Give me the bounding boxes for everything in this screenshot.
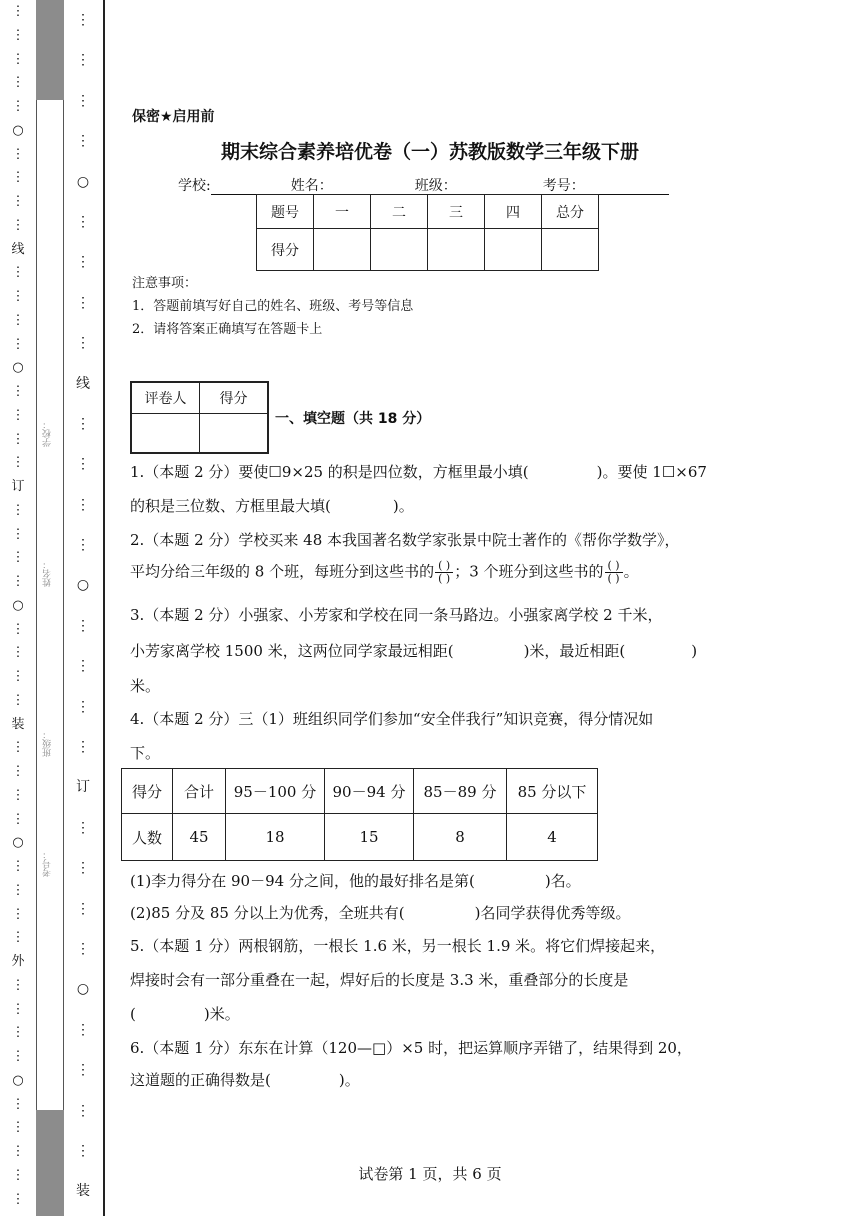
stats-value-cell: 45 xyxy=(173,814,226,861)
q2-line-1: 2.（本题 2 分）学校买来 48 本我国著名数学家张景中院士著作的《帮你学数学》， xyxy=(130,531,680,549)
notes-item: 2．请将答案正确填写在答题卡上 xyxy=(132,322,323,337)
ghost-label-class: 班级： xyxy=(43,730,53,757)
reviewer-header: 评卷人 xyxy=(131,382,200,414)
binding-circle: ○ xyxy=(12,360,24,376)
binding-dots: ⋮ xyxy=(11,146,25,162)
binding-dots: ⋮ xyxy=(11,1144,25,1159)
binding-dots: ⋮ xyxy=(11,550,25,566)
binding-dots: ⋮ xyxy=(11,384,25,399)
q4-text: (1)李力得分在 90－94 分之间，他的最好排名是第( xyxy=(130,872,475,890)
fraction-numerator: ( ) xyxy=(605,560,623,573)
score-header-cell: 四 xyxy=(485,195,542,229)
q1-line-1 xyxy=(130,461,735,482)
ghost-label-number: 考号： xyxy=(43,850,53,877)
q6-text: )。 xyxy=(338,1071,360,1089)
outer-binding-column xyxy=(8,0,28,1211)
info-name-blank[interactable] xyxy=(333,180,415,195)
binding-dots: ⋮ xyxy=(76,819,90,836)
score-header-cell: 一 xyxy=(314,195,371,229)
binding-dots: ⋮ xyxy=(76,537,90,554)
info-school-label: 学校: xyxy=(178,178,211,194)
binding-dots: ⋮ xyxy=(11,1049,25,1064)
binding-dots: ⋮ xyxy=(11,692,25,708)
q1-text: 1.（本题 2 分）要使☐9×25 的积是四位数，方框里最小填( xyxy=(130,463,529,481)
student-info-line xyxy=(178,175,669,195)
q2-text: 。 xyxy=(623,562,639,581)
binding-dots: ⋮ xyxy=(11,645,25,661)
binding-dots: ⋮ xyxy=(11,1096,25,1112)
binding-strip-top xyxy=(36,0,64,100)
binding-dots: ⋮ xyxy=(11,336,25,352)
binding-dots: ⋮ xyxy=(76,1062,90,1079)
info-school-blank[interactable] xyxy=(211,180,291,195)
binding-dots: ⋮ xyxy=(11,431,25,447)
q5-line-3 xyxy=(130,1003,735,1024)
stats-header-cell: 得分 xyxy=(122,769,173,814)
binding-dots: ⋮ xyxy=(76,52,90,69)
info-name-label: 姓名： xyxy=(290,178,333,194)
score-cell[interactable] xyxy=(542,229,599,271)
binding-line xyxy=(103,0,105,1216)
q4-text: )名。 xyxy=(544,872,581,890)
binding-circle: ○ xyxy=(12,122,24,138)
binding-dots: ⋮ xyxy=(76,294,90,311)
reviewer-score-cell[interactable] xyxy=(200,414,269,454)
binding-dots: ⋮ xyxy=(11,621,25,637)
binding-dots: ⋮ xyxy=(11,740,25,756)
binding-dots: ⋮ xyxy=(11,265,25,281)
info-class-blank[interactable] xyxy=(457,180,543,195)
reviewer-table xyxy=(130,381,269,454)
binding-dots: ⋮ xyxy=(11,811,25,827)
binding-dots: ⋮ xyxy=(76,940,90,957)
fraction-numerator: ( ) xyxy=(435,560,453,573)
score-header-cell: 三 xyxy=(428,195,485,229)
score-header-cell: 总分 xyxy=(542,195,599,229)
binding-dots: ⋮ xyxy=(11,764,25,779)
score-table xyxy=(256,194,599,271)
binding-char: 装 xyxy=(76,1183,90,1200)
ghost-label-school: 学校： xyxy=(43,420,53,447)
binding-dots: ⋮ xyxy=(76,92,90,109)
q5-text: ( xyxy=(130,1005,136,1023)
binding-dots: ⋮ xyxy=(76,900,90,917)
binding-circle: ○ xyxy=(76,577,90,594)
section-title: 一、填空题（共 18 分） xyxy=(275,411,431,427)
binding-dots: ⋮ xyxy=(76,860,90,877)
binding-dots: ⋮ xyxy=(11,882,25,898)
binding-circle: ○ xyxy=(76,981,90,998)
score-cell[interactable] xyxy=(485,229,542,271)
q3-line-2 xyxy=(130,640,735,661)
fraction-denominator: ( ) xyxy=(607,572,620,585)
notes-item: 1．答题前填写好自己的姓名、班级、考号等信息 xyxy=(132,299,414,314)
info-class-label: 班级： xyxy=(414,178,457,194)
stats-header-cell: 85－89 分 xyxy=(414,769,507,814)
binding-dots: ⋮ xyxy=(11,1120,25,1136)
binding-dots: ⋮ xyxy=(76,456,90,473)
secret-label: 保密★启用前 xyxy=(132,109,215,125)
score-cell[interactable] xyxy=(428,229,485,271)
binding-char: 外 xyxy=(11,954,25,969)
binding-dots: ⋮ xyxy=(11,1191,25,1207)
binding-dots: ⋮ xyxy=(11,669,25,684)
binding-dots: ⋮ xyxy=(11,1001,25,1017)
binding-strip-middle xyxy=(36,100,64,1110)
page-title: 期末综合素养培优卷（一）苏教版数学三年级下册 xyxy=(220,141,639,163)
q2-line-2 xyxy=(130,560,735,585)
binding-dots: ⋮ xyxy=(11,407,25,423)
inner-binding-column xyxy=(72,0,94,1212)
q6-text: 这道题的正确得数是( xyxy=(130,1071,271,1089)
info-number-blank[interactable] xyxy=(585,180,669,195)
binding-dots: ⋮ xyxy=(11,574,25,589)
q3-line-1: 3.（本题 2 分）小强家、小芳家和学校在同一条马路边。小强家离学校 2 千米， xyxy=(130,606,663,624)
binding-circle: ○ xyxy=(76,173,90,190)
binding-char: 线 xyxy=(76,375,90,392)
binding-dots: ⋮ xyxy=(11,170,25,186)
q2-text: ；3 个班分到这些书的 xyxy=(454,562,604,581)
stats-value-cell: 18 xyxy=(226,814,325,861)
binding-dots: ⋮ xyxy=(11,502,25,518)
binding-dots: ⋮ xyxy=(76,1142,90,1159)
info-number-label: 考号： xyxy=(542,178,585,194)
binding-dots: ⋮ xyxy=(76,1021,90,1038)
binding-circle: ○ xyxy=(12,835,24,851)
q5-line-1: 5.（本题 1 分）两根钢筋，一根长 1.6 米，另一根长 1.9 米。将它们焊接起来， xyxy=(130,937,666,955)
binding-dots: ⋮ xyxy=(11,27,25,43)
score-header-cell: 二 xyxy=(371,195,428,229)
q1-line-2 xyxy=(130,495,735,516)
binding-dots: ⋮ xyxy=(11,289,25,304)
stats-header-cell: 95－100 分 xyxy=(226,769,325,814)
binding-dots: ⋮ xyxy=(11,1025,25,1041)
stats-header-cell: 合计 xyxy=(173,769,226,814)
binding-dots: ⋮ xyxy=(11,99,25,114)
q4-sub-1 xyxy=(130,870,735,891)
stats-value-cell: 4 xyxy=(507,814,598,861)
binding-dots: ⋮ xyxy=(11,4,25,19)
binding-dots: ⋮ xyxy=(11,526,25,542)
binding-dots: ⋮ xyxy=(11,859,25,874)
stats-value-cell: 8 xyxy=(414,814,507,861)
score-header-cell: 题号 xyxy=(257,195,314,229)
q1-text: 的积是三位数、方框里最大填( xyxy=(130,497,331,515)
score-row-label: 得分 xyxy=(257,229,314,271)
q6-line-2 xyxy=(130,1069,735,1090)
binding-dots: ⋮ xyxy=(76,254,90,271)
score-cell[interactable] xyxy=(371,229,428,271)
binding-dots: ⋮ xyxy=(11,1167,25,1183)
binding-dots: ⋮ xyxy=(76,698,90,715)
q3-text: 小芳家离学校 1500 米，这两位同学家最远相距( xyxy=(130,642,454,660)
fraction-denominator: ( ) xyxy=(438,572,451,585)
q4-line-2: 下。 xyxy=(130,744,161,762)
q4-line-1: 4.（本题 2 分）三（1）班组织同学们参加“安全伴我行”知识竞赛，得分情况如 xyxy=(130,710,654,728)
q4-text: )名同学获得优秀等级。 xyxy=(474,904,631,922)
q6-line-1: 6.（本题 1 分）东东在计算（120—□）×5 时，把运算顺序弄错了，结果得到 20， xyxy=(130,1039,692,1057)
binding-dots: ⋮ xyxy=(11,977,25,993)
notes-block xyxy=(132,272,413,341)
q2-text: 平均分给三年级的 8 个班，每班分到这些书的 xyxy=(130,562,435,581)
q4-sub-2 xyxy=(130,902,735,923)
binding-dots: ⋮ xyxy=(11,75,25,91)
reviewer-cell[interactable] xyxy=(131,414,200,454)
stats-table xyxy=(121,768,598,861)
binding-circle: ○ xyxy=(12,597,24,613)
q1-text: )。 xyxy=(392,497,414,515)
binding-dots: ⋮ xyxy=(76,12,90,28)
binding-circle: ○ xyxy=(12,1072,24,1088)
q5-line-2: 焊接时会有一部分重叠在一起，焊好后的长度是 3.3 米，重叠部分的长度是 xyxy=(130,971,629,989)
binding-dots: ⋮ xyxy=(76,1102,90,1119)
q2-fraction-blank-1[interactable] xyxy=(435,560,453,585)
binding-dots: ⋮ xyxy=(11,312,25,328)
binding-dots: ⋮ xyxy=(11,787,25,803)
q5-text: )米。 xyxy=(203,1005,240,1023)
stats-header-cell: 85 分以下 xyxy=(507,769,598,814)
binding-dots: ⋮ xyxy=(76,739,90,756)
binding-dots: ⋮ xyxy=(76,415,90,432)
binding-dots: ⋮ xyxy=(11,930,25,946)
binding-dots: ⋮ xyxy=(11,217,25,233)
binding-dots: ⋮ xyxy=(76,617,90,634)
stats-row-label: 人数 xyxy=(122,814,173,861)
notes-title: 注意事项： xyxy=(132,276,198,291)
q3-text: ) xyxy=(691,642,698,660)
score-cell[interactable] xyxy=(314,229,371,271)
stats-header-cell: 90－94 分 xyxy=(325,769,414,814)
q4-text: (2)85 分及 85 分以上为优秀，全班共有( xyxy=(130,904,405,922)
ghost-label-name: 姓名： xyxy=(43,560,53,587)
page-footer: 试卷第 1 页，共 6 页 xyxy=(358,1165,502,1183)
q3-text: )米，最近相距( xyxy=(523,642,626,660)
binding-char: 线 xyxy=(11,241,25,257)
q2-fraction-blank-2[interactable] xyxy=(605,560,623,585)
q1-text: )。要使 1☐×67 xyxy=(596,463,707,481)
stats-value-cell: 15 xyxy=(325,814,414,861)
binding-char: 装 xyxy=(11,716,25,732)
binding-dots: ⋮ xyxy=(76,496,90,513)
binding-dots: ⋮ xyxy=(76,335,90,352)
binding-char: 订 xyxy=(76,779,90,796)
binding-dots: ⋮ xyxy=(76,658,90,675)
binding-dots: ⋮ xyxy=(11,194,25,209)
binding-dots: ⋮ xyxy=(76,133,90,150)
binding-dots: ⋮ xyxy=(11,906,25,922)
binding-char: 订 xyxy=(11,479,25,494)
q3-line-3: 米。 xyxy=(130,677,161,695)
binding-dots: ⋮ xyxy=(11,455,25,471)
reviewer-score-header: 得分 xyxy=(200,382,269,414)
binding-dots: ⋮ xyxy=(76,213,90,230)
binding-dots: ⋮ xyxy=(11,51,25,67)
